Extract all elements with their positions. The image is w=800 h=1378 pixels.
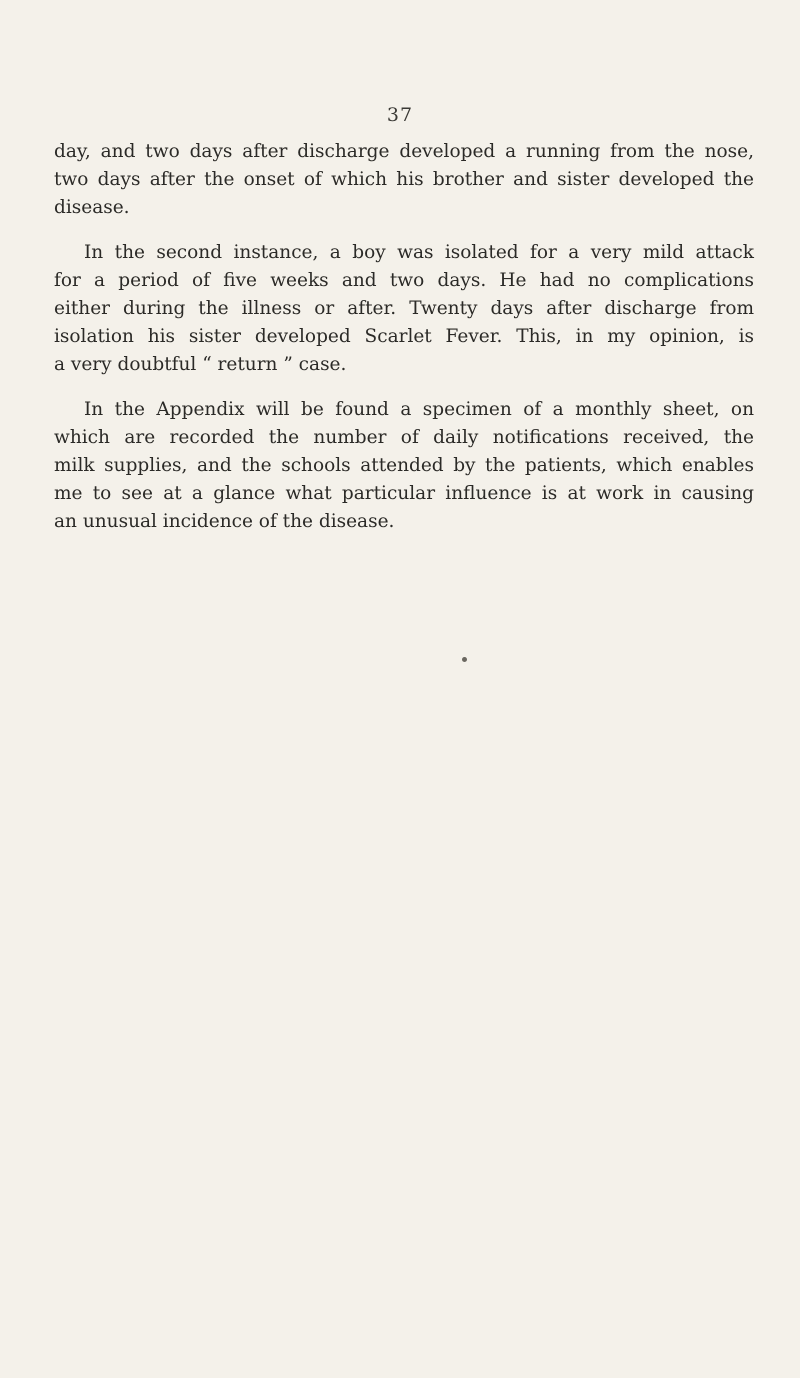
text-line: which are recorded the number of daily notifications received, the: [54, 427, 754, 448]
page-number: 37: [386, 104, 414, 126]
text-line: either during the illness or after. Twenty days after discharge from: [54, 298, 754, 319]
text-line: isolation his sister developed Scarlet Fever. This, in my opinion, is: [54, 326, 754, 347]
text-line: disease.: [54, 197, 130, 218]
text-line: day, and two days after discharge developed a running from the nose,: [54, 141, 754, 162]
text-line: an unusual incidence of the disease.: [54, 511, 395, 532]
text-line: me to see at a glance what particular influence is at work in causing: [54, 483, 754, 504]
text-line: milk supplies, and the schools attended by the patients, which enables: [54, 455, 754, 476]
paragraph-second-instance: [54, 239, 754, 379]
paragraph-appendix: [54, 396, 754, 536]
ink-speck: [462, 657, 467, 662]
text-line: for a period of five weeks and two days. He had no complications: [54, 270, 754, 291]
text-line: a very doubtful “ return ” case.: [54, 354, 347, 375]
paragraph-continuation: [54, 138, 754, 222]
text-line: two days after the onset of which his brother and sister developed the: [54, 169, 754, 190]
text-line: In the second instance, a boy was isolated for a very mild attack: [84, 242, 754, 263]
text-line: In the Appendix will be found a specimen of a monthly sheet, on: [84, 399, 754, 420]
body-text: [54, 138, 754, 553]
